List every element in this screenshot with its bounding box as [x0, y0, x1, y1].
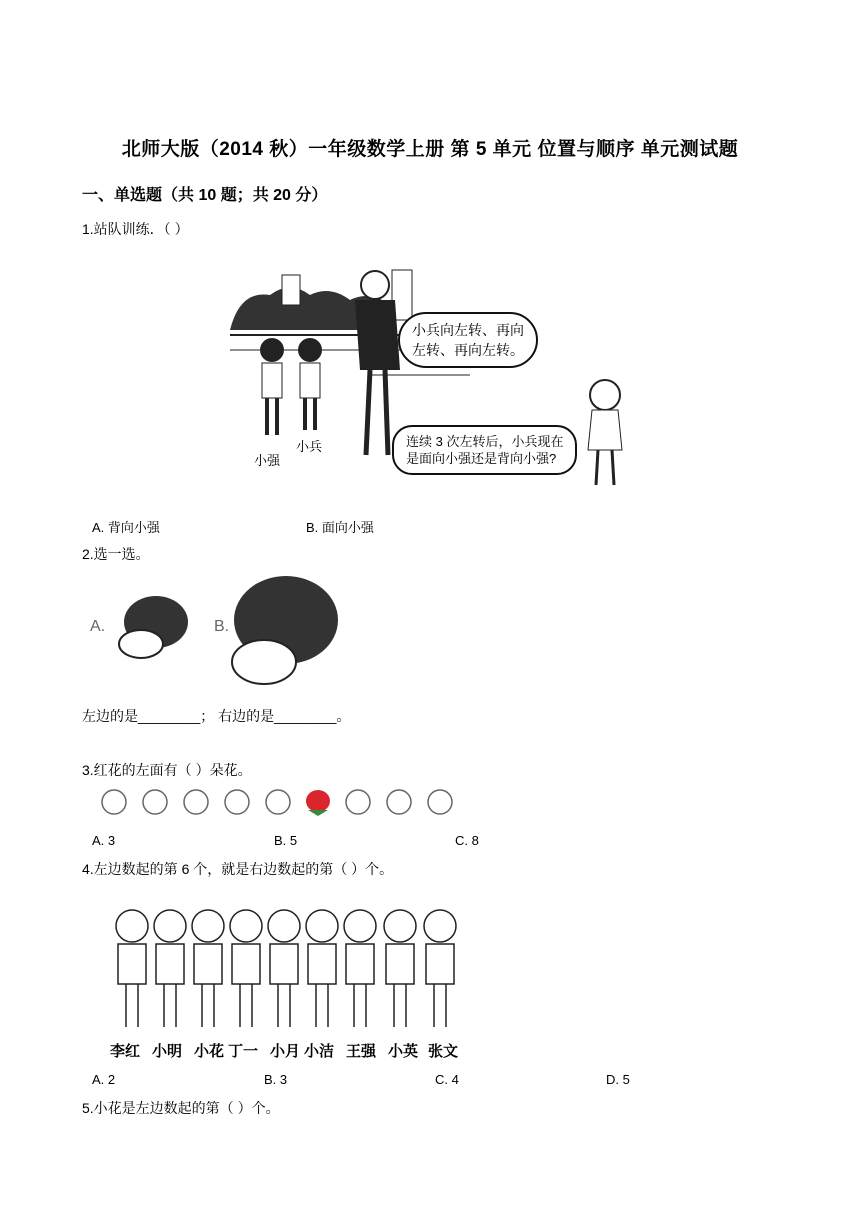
q4-option-a[interactable]: A. 2: [92, 1072, 116, 1087]
children-drawing: [110, 902, 470, 1032]
question-4-illustration: [110, 902, 470, 1067]
child-name: 小花: [194, 1043, 225, 1060]
q4-option-c[interactable]: C. 4: [435, 1072, 459, 1087]
question-2-illustration: [86, 572, 366, 694]
child-name: 王强: [346, 1043, 377, 1060]
question-3-text: 3.红花的左面有（ ）朵花。: [82, 762, 252, 778]
section-heading: 一、单选题（共 10 题；共 20 分）: [82, 187, 328, 204]
flowers-drawing: [98, 788, 458, 818]
question-1-text: 1.站队训练．（ ）: [82, 221, 189, 237]
q4-option-d[interactable]: D. 5: [606, 1072, 630, 1087]
q4-option-b[interactable]: B. 3: [264, 1072, 288, 1087]
q1-option-b[interactable]: B. 面向小强: [306, 520, 374, 535]
children-names: [110, 1040, 470, 1061]
child-name: 李红: [110, 1043, 141, 1060]
page-title: 北师大版（2014 秋）一年级数学上册 第 5 单元 位置与顺序 单元测试题: [121, 139, 739, 160]
child-name: 小明: [152, 1043, 183, 1060]
child-name: 丁一: [228, 1043, 259, 1060]
bubble-line: 是面向小强还是背向小强?: [406, 451, 557, 466]
q3-option-c[interactable]: C. 8: [455, 833, 479, 848]
bubble-line: 左转、再向左转。: [412, 342, 524, 358]
child-name: 小月: [270, 1043, 301, 1060]
flower-row: [98, 788, 458, 818]
bubble-line: 连续 3 次左转后，小兵现在: [406, 434, 564, 449]
child-name: 小英: [388, 1043, 419, 1060]
speech-bubble-girl: [392, 425, 577, 475]
cabbage-drawing: [86, 572, 366, 694]
image-label-a: A.: [90, 618, 106, 635]
child-name: 张文: [428, 1043, 459, 1060]
speech-bubble-teacher: [398, 312, 538, 368]
image-label-b: B.: [214, 618, 230, 635]
question-1-illustration: [220, 250, 640, 500]
question-4-text: 4.左边数起的第 6 个，就是右边数起的第（ ）个。: [82, 861, 394, 877]
label-xiaoqiang: 小强: [254, 453, 281, 468]
q1-option-a[interactable]: A. 背向小强: [92, 520, 160, 535]
label-xiaobing: 小兵: [296, 439, 323, 454]
q3-option-b[interactable]: B. 5: [274, 833, 298, 848]
question-5-text: 5.小花是左边数起的第（ ）个。: [82, 1100, 280, 1116]
question-2-blanks: 左边的是________； 右边的是________。: [82, 708, 351, 724]
q3-option-a[interactable]: A. 3: [92, 833, 116, 848]
bubble-line: 小兵向左转、再向: [412, 322, 524, 338]
child-name: 小洁: [304, 1043, 335, 1060]
question-2-text: 2.选一选。: [82, 546, 150, 562]
